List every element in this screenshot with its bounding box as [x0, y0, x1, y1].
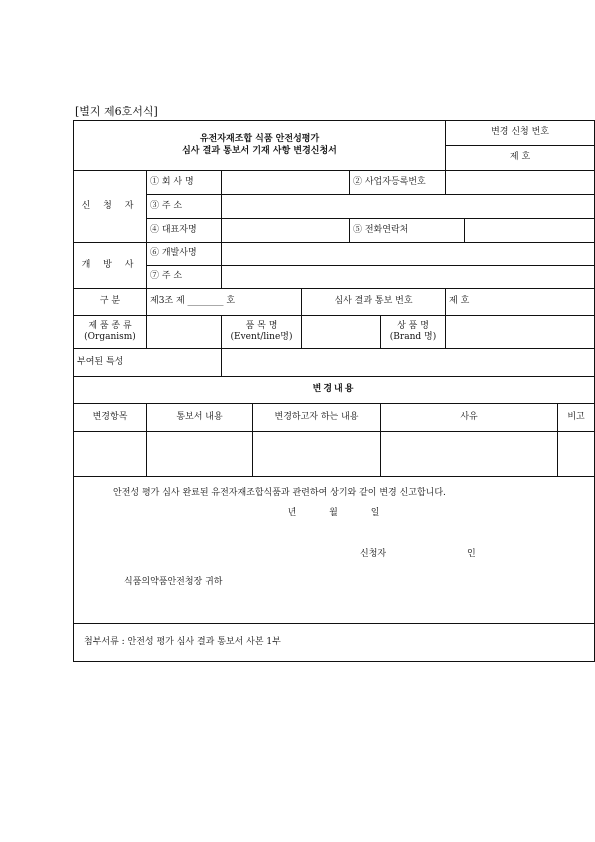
statement-block	[74, 477, 595, 624]
representative-field[interactable]	[222, 219, 350, 243]
brand-name-label-sub: (Brand 명)	[389, 332, 437, 342]
article-field[interactable]: 제3조 제 ________ 호	[147, 289, 302, 316]
notice-number-label: 심사 결과 통보 번호	[302, 289, 446, 316]
developer-name-label: ⑥ 개발사명	[147, 243, 222, 266]
product-type-label-main: 제 품 종 류	[88, 320, 132, 331]
developer-address-label: ⑦ 주 소	[147, 266, 222, 289]
applicant-section-label: 신 청 자	[74, 171, 147, 243]
item-name-field[interactable]	[302, 316, 381, 349]
product-type-label	[74, 316, 147, 349]
col-new-content: 변경하고자 하는 내용	[253, 404, 381, 432]
statement-text: 안전성 평가 심사 완료된 유전자재조합식품과 관련하여 상기와 같이 변경 신고합니다.	[113, 488, 446, 498]
form-title-line2: 심사 결과 통보서 기재 사항 변경신청서	[182, 145, 337, 156]
business-reg-label: ② 사업자등록번호	[350, 171, 446, 195]
representative-label: ④ 대표자명	[147, 219, 222, 243]
trait-label: 부여된 특성	[74, 349, 222, 377]
address-field[interactable]	[222, 195, 595, 219]
address-label: ③ 주 소	[147, 195, 222, 219]
company-name-label: ① 회 사 명	[147, 171, 222, 195]
form-number-label: [별지 제6호서식]	[75, 105, 158, 118]
recipient: 식품의약품안전청장 귀하	[124, 576, 223, 587]
developer-address-field[interactable]	[222, 266, 595, 289]
phone-field[interactable]	[465, 219, 595, 243]
date-month: 월	[329, 508, 339, 519]
col-change-item: 변경항목	[74, 404, 147, 432]
developer-section-label: 개 방 사	[74, 243, 147, 289]
item-name-label	[222, 316, 302, 349]
developer-name-field[interactable]	[222, 243, 595, 266]
signature-line	[77, 549, 591, 560]
col-note: 비고	[558, 404, 595, 432]
seal-mark: 인	[466, 549, 476, 560]
item-name-label-main: 품 목 명	[245, 320, 278, 331]
brand-name-label	[381, 316, 446, 349]
attachments-note: 첨부서류 : 안전성 평가 심사 결과 통보서 사본 1부	[74, 624, 595, 662]
date-day: 일	[370, 508, 381, 519]
category-label: 구 분	[74, 289, 147, 316]
form-title-line1: 유전자재조합 식품 안전성평가	[199, 134, 320, 145]
new-content-cell[interactable]	[253, 432, 381, 477]
reason-cell[interactable]	[381, 432, 558, 477]
brand-name-label-main: 상 품 명	[397, 320, 429, 331]
product-type-field[interactable]	[147, 316, 222, 349]
note-cell[interactable]	[558, 432, 595, 477]
application-number-label: 변경 신청 번호	[446, 121, 595, 146]
notice-content-cell[interactable]	[147, 432, 253, 477]
change-application-form	[73, 120, 595, 662]
phone-label: ⑤ 전화연락처	[350, 219, 465, 243]
product-type-label-sub: (Organism)	[84, 332, 136, 342]
trait-field[interactable]	[222, 349, 595, 377]
col-reason: 사유	[381, 404, 558, 432]
form-title	[74, 121, 446, 171]
change-item-cell[interactable]	[74, 432, 147, 477]
application-number-field[interactable]: 제 호	[446, 146, 595, 171]
company-name-field[interactable]	[222, 171, 350, 195]
business-reg-field[interactable]	[446, 171, 595, 195]
date-line	[77, 508, 591, 519]
date-year: 년	[287, 508, 298, 519]
col-notice-content: 통보서 내용	[147, 404, 253, 432]
applicant-signature-label: 신청자	[360, 549, 387, 560]
item-name-label-sub: (Event/line명)	[230, 332, 293, 342]
brand-name-field[interactable]	[446, 316, 595, 349]
notice-number-field[interactable]: 제 호	[446, 289, 595, 316]
changes-heading: 변경내용	[74, 377, 595, 404]
